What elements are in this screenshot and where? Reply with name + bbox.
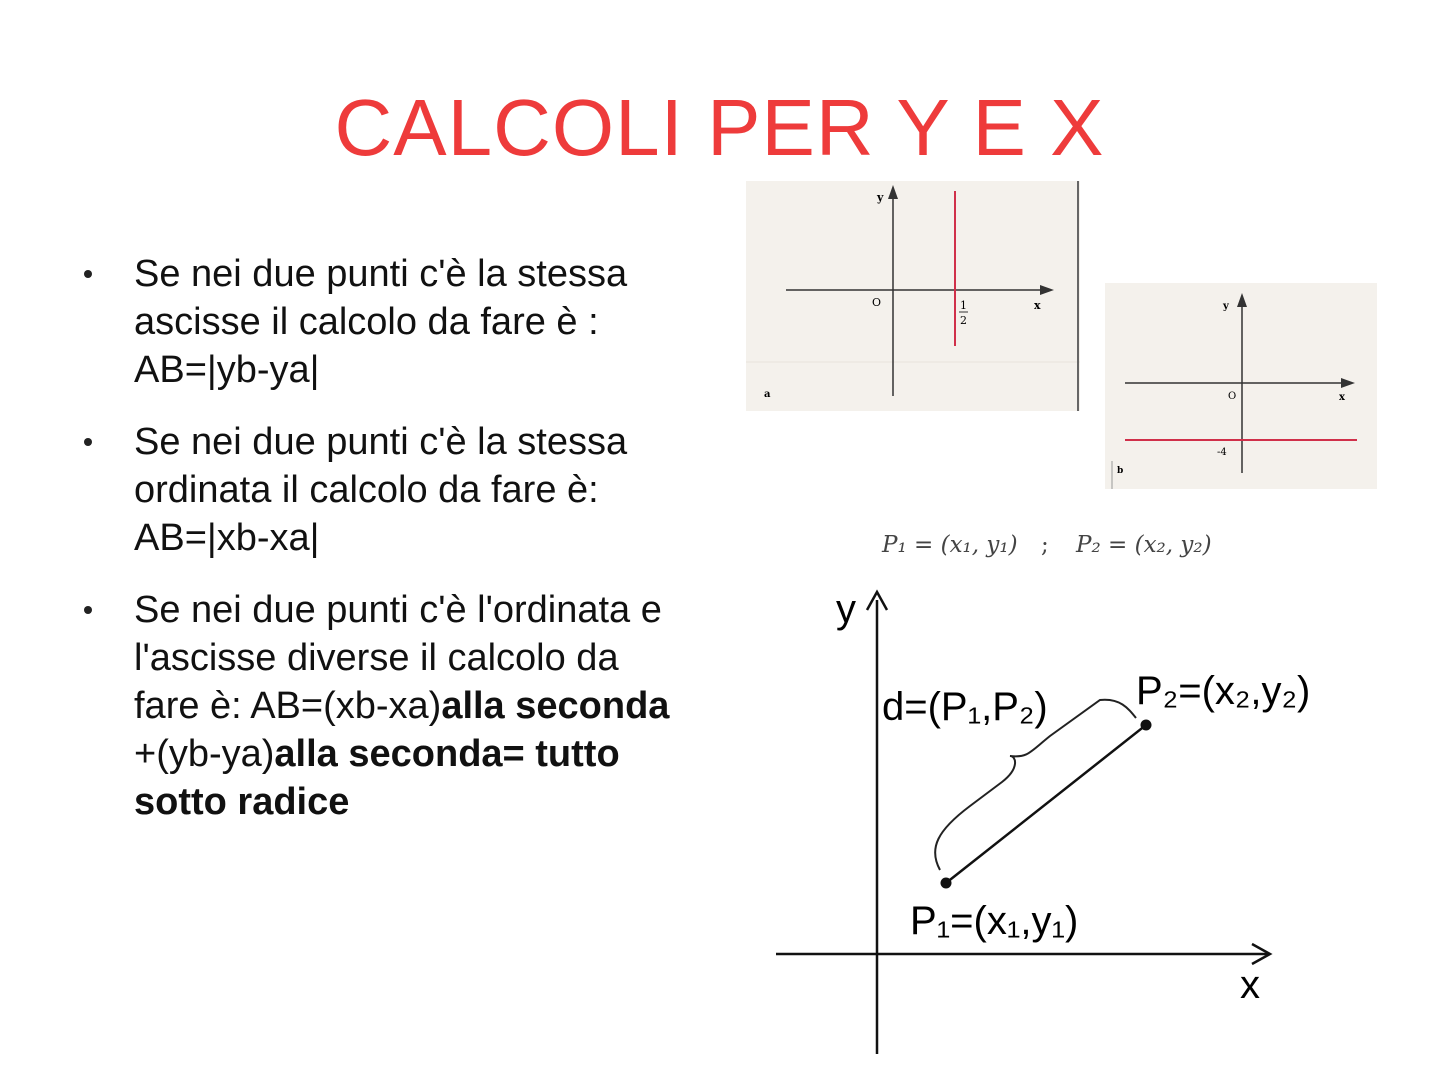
p2-formula: P₂ = (x₂, y₂) — [1076, 532, 1212, 558]
bullet-line — [134, 730, 720, 778]
figure-a-graph — [746, 181, 1080, 411]
p1-formula: P₁ = (x₁, y₁) — [882, 532, 1018, 558]
bullet-dot-icon — [84, 270, 92, 278]
bullet-formula: AB=|yb-ya| — [134, 349, 320, 391]
figure-b-graph — [1105, 283, 1377, 489]
origin-label: O — [872, 296, 882, 309]
bullet-list — [80, 250, 720, 850]
x-axis-label: x — [1339, 392, 1345, 403]
y-axis-arrow-icon — [1237, 293, 1247, 307]
p2-label: P₂=(x₂,y₂) — [1136, 669, 1311, 713]
formula-separator: ; — [1041, 532, 1049, 558]
bullet-line: ordinata il calcolo da fare è: — [134, 469, 599, 511]
x-axis-label: x — [1034, 299, 1041, 312]
points-formula — [860, 524, 1240, 564]
bullet-item-different-coordinates — [80, 586, 720, 826]
distance-diagram — [770, 580, 1311, 1060]
bullet-text: fare è: AB=(xb-xa) — [134, 685, 442, 727]
bullet-line — [134, 778, 720, 826]
distance-label: d=(P₁,P₂) — [882, 685, 1048, 729]
bullet-line: Se nei due punti c'è la stessa — [134, 253, 628, 295]
x-axis-label: x — [1240, 963, 1260, 1007]
figure-b-corner-label: b — [1117, 466, 1124, 476]
bullet-bold-text: sotto radice — [134, 781, 350, 823]
figure-a-corner-label: a — [764, 389, 771, 400]
segment-p1-p2 — [946, 725, 1146, 883]
y-axis-label: y — [836, 587, 856, 631]
y-axis-label: y — [1223, 301, 1229, 312]
figure-b-panel — [1105, 283, 1377, 489]
p1-label: P₁=(x₁,y₁) — [910, 899, 1079, 943]
y-axis-arrow-icon — [888, 185, 898, 199]
slide-title: CALCOLI PER Y E X — [334, 83, 1105, 172]
tick-label: -4 — [1217, 447, 1227, 458]
bullet-text: +(yb-ya) — [134, 733, 275, 775]
bullet-line: l'ascisse diverse il calcolo da — [134, 637, 619, 679]
figure-a-panel — [746, 181, 1080, 411]
bullet-dot-icon — [84, 606, 92, 614]
bullet-bold-text: alla seconda= tutto — [274, 733, 620, 775]
x-axis-arrow-icon — [1040, 285, 1054, 295]
origin-label: O — [1228, 391, 1237, 402]
bullet-item-same-abscissa — [80, 250, 720, 394]
x-axis-arrow-icon — [1341, 378, 1355, 388]
bullet-line: ascisse il calcolo da fare è : — [134, 301, 599, 343]
tick-denominator: 2 — [960, 314, 967, 327]
bullet-dot-icon — [84, 438, 92, 446]
bullet-bold-text: alla seconda — [441, 685, 670, 727]
bullet-line — [134, 682, 720, 730]
bullet-line: Se nei due punti c'è l'ordinata e — [134, 589, 662, 631]
y-axis-label: y — [877, 191, 884, 204]
bullet-line: Se nei due punti c'è la stessa — [134, 421, 628, 463]
point-p2 — [1141, 720, 1152, 731]
point-p1 — [941, 878, 952, 889]
tick-numerator: 1 — [960, 299, 967, 312]
bullet-item-same-ordinate — [80, 418, 720, 562]
bullet-formula: AB=|xb-xa| — [134, 517, 320, 559]
